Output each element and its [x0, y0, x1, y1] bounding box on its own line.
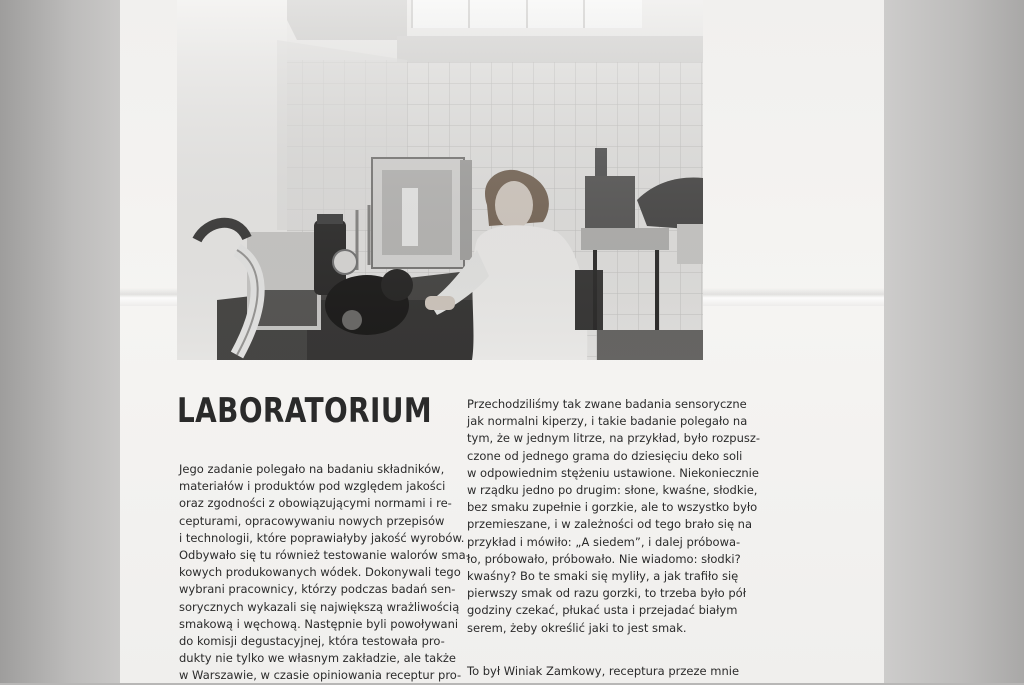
- wall-left: [0, 0, 120, 683]
- text-line: w Warszawie, w czasie opiniowania receptur pro-: [179, 668, 462, 683]
- right-text-column-continued: [467, 663, 740, 680]
- text-line: jak normalni kiperzy, i takie badanie polegało na: [467, 414, 748, 429]
- text-line: pierwszy smak od razu gorzki, to trzeba było pół: [467, 586, 746, 601]
- text-line: kwaśny? Bo te smaki się myliły, a jak trafiło się: [467, 569, 739, 584]
- wall-right: [884, 0, 1024, 683]
- text-line: To był Winiak Zamkowy, receptura przeze mnie: [467, 664, 740, 678]
- text-line: czone od jednego grama do dziesięciu deko soli: [467, 448, 743, 463]
- text-line: w odpowiednim stężeniu ustawione. Niekoniecznie: [467, 465, 759, 480]
- text-line: Jego zadanie polegało na badaniu składników,: [179, 462, 445, 476]
- text-line: przykład i mówiło: „A siedem”, i dalej próbowa-: [467, 534, 741, 549]
- text-line: smakową i węchową. Następnie byli powoływani: [179, 616, 459, 631]
- text-line: materiałów i produktów pod względem jakości: [179, 479, 446, 494]
- text-line: przemieszane, i w zależności od tego brało się na: [467, 517, 753, 532]
- text-line: do komisji degustacyjnej, która testowała pro-: [179, 634, 445, 649]
- text-line: Przechodziliśmy tak zwane badania sensoryczne: [467, 397, 747, 411]
- text-line: Odbywało się tu również testowanie walorów sma-: [179, 548, 470, 563]
- text-line: ło, próbowało, próbowało. Nie wiadomo: słodki?: [467, 551, 741, 566]
- text-line: cepturami, opracowywaniu nowych przepisów: [179, 513, 445, 528]
- text-line: tym, że w jednym litrze, na przykład, było rozpusz-: [467, 431, 761, 446]
- text-line: kowych produkowanych wódek. Dokonywali tego: [179, 565, 461, 580]
- text-line: sorycznych wykazali się największą wrażliwością: [179, 599, 460, 614]
- exhibit-title: LABORATORIUM: [177, 391, 433, 431]
- text-line: godziny czekać, płukać usta i przejadać białym: [467, 603, 738, 618]
- text-line: oraz zgodności z obowiązującymi normami i re-: [179, 496, 452, 511]
- right-text-column: [467, 396, 761, 637]
- text-line: bez smaku zupełnie i gorzkie, ale to wszystko było: [467, 500, 758, 515]
- text-line: w rządku jedno po drugim: słone, kwaśne, słodkie,: [467, 483, 758, 498]
- left-text-column: [179, 461, 470, 685]
- text-line: i technologii, które poprawiałyby jakość wyrobów.: [179, 530, 465, 545]
- text-line: serem, żeby określić jaki to jest smak.: [467, 620, 687, 635]
- laboratory-photo: [177, 0, 703, 360]
- text-line: wybrani pracownicy, którzy podczas badań sen-: [179, 582, 456, 597]
- text-line: dukty nie tylko we własnym zakładzie, ale także: [179, 651, 456, 666]
